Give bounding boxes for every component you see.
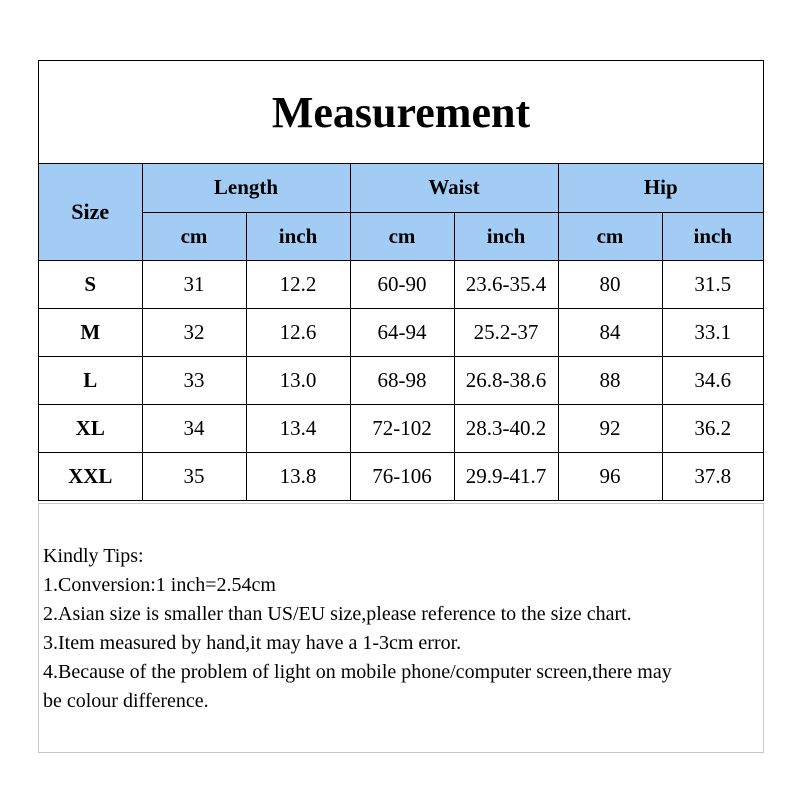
table-cell: 96	[558, 452, 662, 500]
table-cell: 31	[142, 260, 246, 308]
table-cell: 13.0	[246, 356, 350, 404]
table-cell: 12.2	[246, 260, 350, 308]
table-cell: 88	[558, 356, 662, 404]
table-cell: 68-98	[350, 356, 454, 404]
tip-line: 1.Conversion:1 inch=2.54cm	[43, 574, 276, 596]
table-cell: 32	[142, 308, 246, 356]
size-cell: XXL	[39, 452, 142, 500]
table-cell: 64-94	[350, 308, 454, 356]
size-cell: M	[39, 308, 142, 356]
tip-line: be colour difference.	[43, 690, 209, 712]
tip-line: 2.Asian size is smaller than US/EU size,please reference to the size chart.	[43, 603, 632, 625]
table-cell: 13.4	[246, 404, 350, 452]
table-cell: 25.2-37	[454, 308, 558, 356]
hip-header: Hip	[558, 164, 763, 212]
size-cell: XL	[39, 404, 142, 452]
size-header: Size	[39, 164, 142, 260]
table-cell: 35	[142, 452, 246, 500]
table-cell: 84	[558, 308, 662, 356]
size-table	[39, 164, 763, 500]
table-cell: 29.9-41.7	[454, 452, 558, 500]
unit-header: cm	[142, 212, 246, 260]
table-row	[39, 308, 763, 356]
table-cell: 37.8	[662, 452, 763, 500]
table-cell: 28.3-40.2	[454, 404, 558, 452]
table-cell: 76-106	[350, 452, 454, 500]
unit-header: inch	[246, 212, 350, 260]
unit-header: cm	[350, 212, 454, 260]
unit-header: cm	[558, 212, 662, 260]
size-cell: L	[39, 356, 142, 404]
table-row	[39, 356, 763, 404]
chart-title: Measurement	[39, 61, 763, 164]
table-row	[39, 452, 763, 500]
table-cell: 13.8	[246, 452, 350, 500]
table-cell: 33.1	[662, 308, 763, 356]
table-cell: 12.6	[246, 308, 350, 356]
table-cell: 26.8-38.6	[454, 356, 558, 404]
tip-line: 4.Because of the problem of light on mobile phone/computer screen,there may	[43, 661, 672, 683]
table-cell: 92	[558, 404, 662, 452]
length-header: Length	[142, 164, 350, 212]
table-row	[39, 404, 763, 452]
table-row	[39, 260, 763, 308]
waist-header: Waist	[350, 164, 558, 212]
table-cell: 36.2	[662, 404, 763, 452]
table-cell: 23.6-35.4	[454, 260, 558, 308]
unit-header: inch	[454, 212, 558, 260]
tips-box	[38, 503, 764, 753]
size-cell: S	[39, 260, 142, 308]
table-cell: 72-102	[350, 404, 454, 452]
table-cell: 60-90	[350, 260, 454, 308]
tip-line: 3.Item measured by hand,it may have a 1-3cm error.	[43, 632, 462, 654]
size-chart	[38, 60, 764, 501]
table-cell: 31.5	[662, 260, 763, 308]
tips-heading: Kindly Tips:	[43, 545, 144, 567]
unit-header: inch	[662, 212, 763, 260]
table-cell: 33	[142, 356, 246, 404]
table-cell: 34	[142, 404, 246, 452]
table-cell: 34.6	[662, 356, 763, 404]
table-cell: 80	[558, 260, 662, 308]
